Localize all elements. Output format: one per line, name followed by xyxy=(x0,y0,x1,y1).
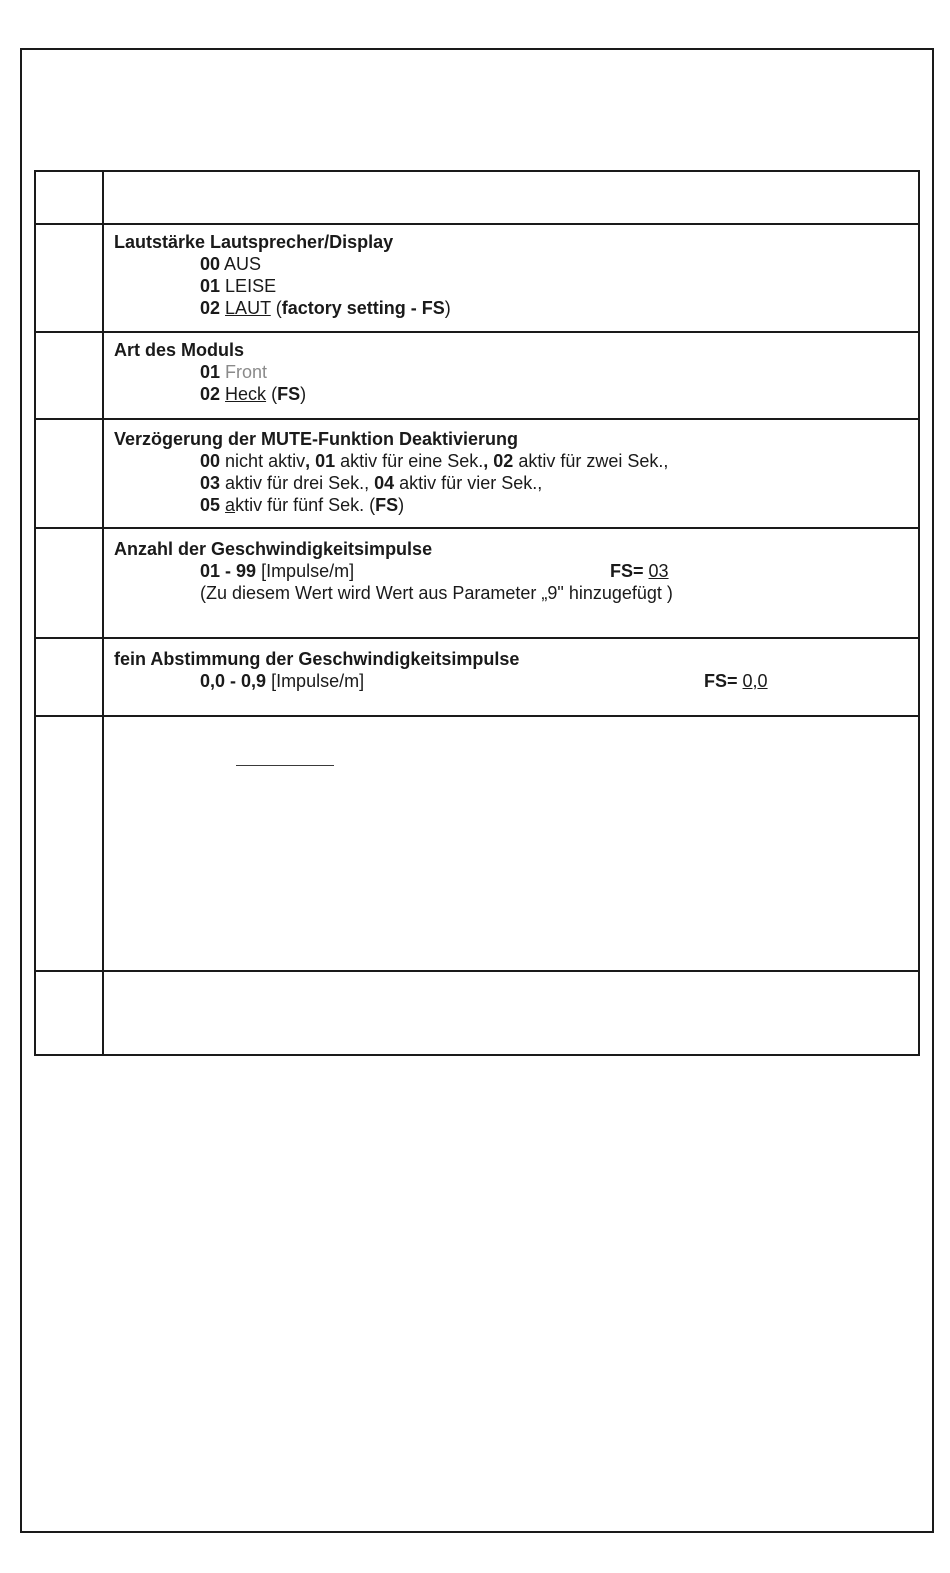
volume-title: Lautstärke Lautsprecher/Display xyxy=(114,232,394,252)
blank-underline xyxy=(236,765,334,766)
row-divider xyxy=(36,418,920,420)
pulses-note: (Zu diesem Wert wird Wert aus Parameter „9" hinzugefügt ) xyxy=(200,583,673,603)
module-title: Art des Moduls xyxy=(114,340,245,360)
mute-options-line-1: 00 nicht aktiv, 01 aktiv für eine Sek., 02 aktiv für zwei Sek., xyxy=(200,451,669,471)
fine-tuning-range-line: 0,0 - 0,9 [Impulse/m] FS= 0,0 xyxy=(200,671,768,691)
pulses-range-line: 01 - 99 [Impulse/m] FS= 03 xyxy=(200,561,669,581)
column-divider xyxy=(102,172,104,1054)
module-option-01: 01 Front xyxy=(200,362,268,382)
volume-option-00: 00 AUS xyxy=(200,254,262,274)
pulses-title: Anzahl der Geschwindigkeitsimpulse xyxy=(114,539,433,559)
row-divider xyxy=(36,527,920,529)
module-option-02: 02 Heck (FS) xyxy=(200,384,307,404)
volume-parameter xyxy=(114,231,451,319)
mute-parameter xyxy=(114,428,668,516)
row-divider xyxy=(36,223,920,225)
module-parameter xyxy=(114,339,306,405)
pulses-factory-setting: FS= 03 xyxy=(610,561,669,581)
row-divider xyxy=(36,970,920,972)
row-divider xyxy=(36,637,920,639)
fine-tuning-factory-setting: FS= 0,0 xyxy=(704,671,768,691)
volume-option-01: 01 LEISE xyxy=(200,276,277,296)
fine-tuning-title: fein Abstimmung der Geschwindigkeitsimpulse xyxy=(114,649,520,669)
pulses-parameter xyxy=(114,538,904,604)
parameter-table xyxy=(34,170,920,1056)
row-divider xyxy=(36,715,920,717)
row-divider xyxy=(36,331,920,333)
mute-options-line-3: 05 aktiv für fünf Sek. (FS) xyxy=(200,495,405,515)
mute-title: Verzögerung der MUTE-Funktion Deaktivierung xyxy=(114,429,519,449)
volume-option-02: 02 LAUT (factory setting - FS) xyxy=(200,298,451,318)
fine-tuning-parameter xyxy=(114,648,904,692)
mute-options-line-2: 03 aktiv für drei Sek., 04 aktiv für vier Sek., xyxy=(200,473,543,493)
